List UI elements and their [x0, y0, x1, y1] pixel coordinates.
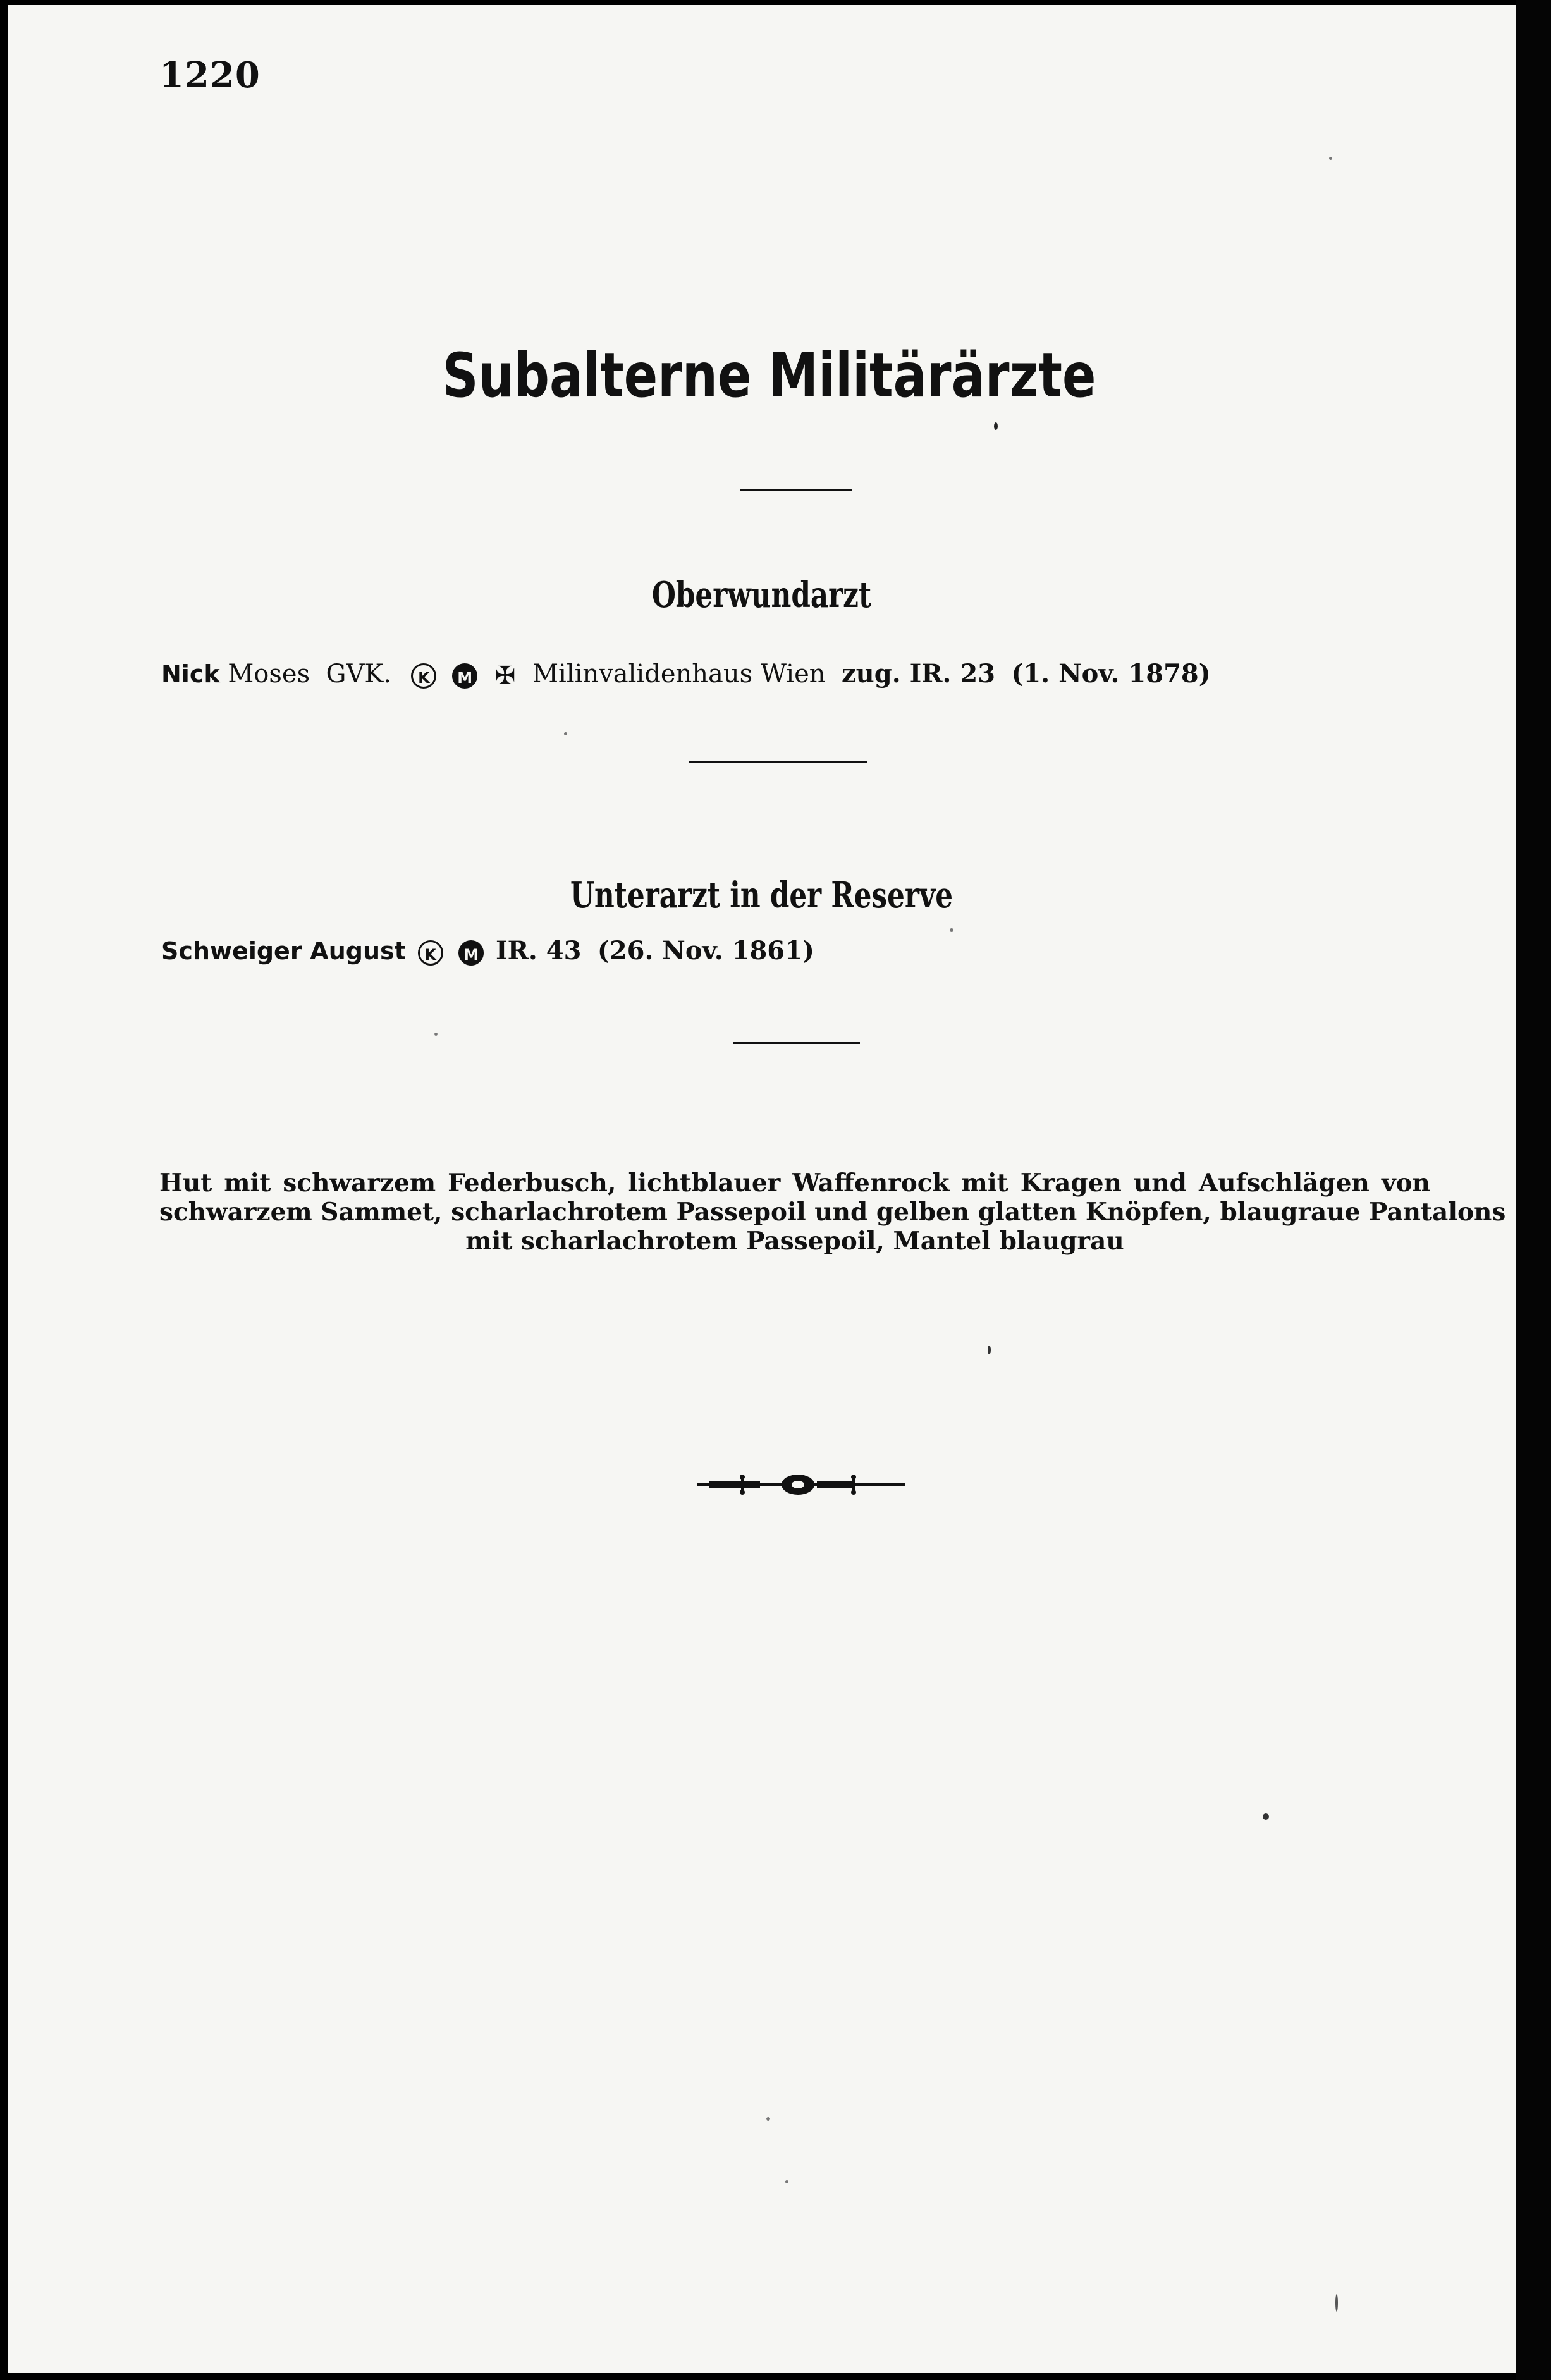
- entry-decoration: GVK.: [326, 659, 391, 689]
- uniform-line-2: schwarzem Sammet, scharlachrotem Passepoil und gelben glatten Knöpfen, blaugraue Pantalons: [159, 1198, 1506, 1227]
- scan-speck: [1263, 1813, 1269, 1820]
- k-badge-icon: K: [418, 940, 443, 966]
- entry-first-name: August: [310, 937, 406, 965]
- uniform-description: [159, 1169, 1506, 1256]
- section-heading-oberwundarzt: Oberwundarzt: [651, 574, 872, 616]
- entry-posting: Milinvalidenhaus Wien: [532, 659, 826, 689]
- entry-nick-moses: [161, 659, 1211, 690]
- entry-schweiger-august: [161, 936, 814, 966]
- m-badge-icon: M: [452, 663, 477, 689]
- scan-speck: [434, 1033, 438, 1036]
- entry-assignment: zug. IR. 23: [841, 659, 996, 689]
- uniform-line-3: mit scharlachrotem Passepoil, Mantel blaugrau: [465, 1227, 1124, 1256]
- scan-speck: [994, 422, 998, 430]
- section-divider: [689, 761, 867, 763]
- uniform-line-1: Hut mit schwarzem Federbusch, lichtblauer Waffenrock mit Kragen und Aufschlägen von: [159, 1169, 1430, 1198]
- entry-assignment: IR. 43: [495, 936, 582, 966]
- decorative-divider-icon: [697, 1472, 905, 1497]
- entry-date: (26. Nov. 1861): [597, 936, 814, 966]
- section-divider: [733, 1042, 860, 1044]
- document-page: [8, 5, 1516, 2373]
- scan-border: [1516, 0, 1551, 2380]
- scan-speck: [988, 1346, 991, 1354]
- scan-speck: [766, 2117, 770, 2121]
- entry-date: (1. Nov. 1878): [1011, 659, 1211, 689]
- scan-speck: [1335, 2294, 1338, 2312]
- entry-first-name: Moses: [228, 659, 310, 689]
- entry-surname: Schweiger: [161, 937, 302, 965]
- scan-speck: [785, 2180, 788, 2183]
- title-divider: [740, 489, 852, 491]
- k-badge-icon: K: [411, 663, 436, 689]
- scan-speck: [564, 732, 567, 735]
- scan-speck: [950, 928, 953, 932]
- entry-surname: Nick: [161, 660, 220, 688]
- page-title: Subalterne Militärärzte: [442, 340, 1096, 411]
- scan-speck: [1329, 157, 1332, 160]
- cross-pattee-icon: ✠: [494, 661, 516, 690]
- page-number: 1220: [159, 54, 261, 96]
- section-heading-unterarzt: Unterarzt in der Reserve: [570, 874, 953, 916]
- m-badge-icon: M: [458, 940, 484, 966]
